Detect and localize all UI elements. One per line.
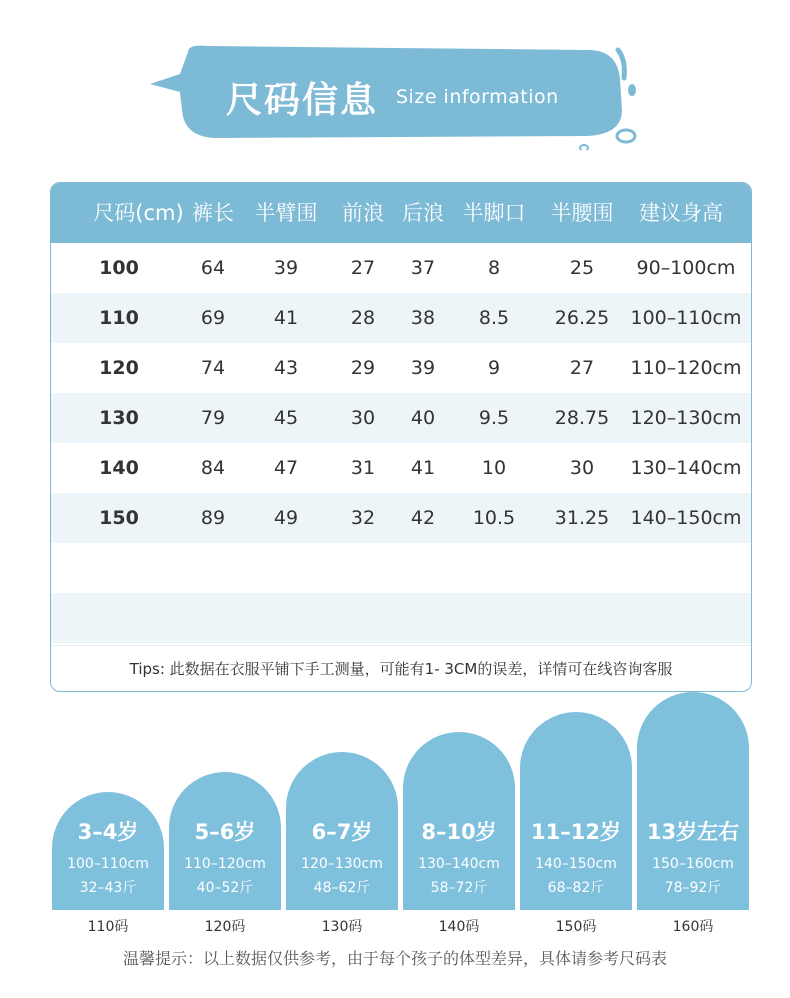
table-cell: 49 [273,507,299,529]
arch-age-label: 8–10岁 [421,820,497,844]
size-code-label: 120码 [204,919,246,935]
table-row [51,243,751,293]
header-cell: 半腰围 [550,201,614,225]
size-code-label: 130码 [321,919,363,935]
table-cell: 26.25 [554,307,610,329]
table-cell: 31 [350,457,376,479]
table-cell: 9 [487,357,501,379]
table-cell: 29 [350,357,376,379]
table-cell: 79 [200,407,226,429]
arch-height-label: 100–110cm [67,856,149,872]
table-cell: 130 [99,407,139,429]
table-cell: 10.5 [472,507,516,529]
table-cell: 150 [99,507,139,529]
arch-height-label: 130–140cm [418,856,500,872]
table-cell: 89 [200,507,226,529]
table-cell: 28 [350,307,376,329]
header-cell: 裤长 [192,201,234,225]
size-code-label: 110码 [87,919,129,935]
age-arch [637,692,749,910]
table-cell: 41 [273,307,299,329]
table-cell: 42 [410,507,436,529]
age-arch [520,712,632,910]
header-cell: 后浪 [402,201,444,225]
table-cell: 27 [350,257,376,279]
table-row [51,493,751,543]
table-cell: 120–130cm [630,407,742,429]
table-cell: 27 [569,357,595,379]
table-cell: 30 [350,407,376,429]
table-cell: 8.5 [478,307,510,329]
arch-age-label: 6–7岁 [311,820,373,844]
arch-age-label: 11–12岁 [531,820,621,844]
size-code-label: 160码 [672,919,714,935]
table-cell: 39 [273,257,299,279]
table-cell: 31.25 [554,507,610,529]
page-title: 尺码信息 [226,80,379,121]
table-cell: 37 [410,257,436,279]
table-cell: 100 [99,257,139,279]
arch-weight-label: 78–92斤 [664,880,722,896]
age-arch [52,792,164,910]
table-cell: 9.5 [478,407,510,429]
header-cell: 半脚口 [462,201,526,225]
table-cell: 41 [410,457,436,479]
arch-height-label: 140–150cm [535,856,617,872]
table-cell: 140–150cm [630,507,742,529]
table-cell: 100–110cm [630,307,742,329]
age-arch [286,752,398,910]
table-cell: 30 [569,457,595,479]
table-cell: 90–100cm [636,257,736,279]
table-cell: 8 [487,257,501,279]
table-row [51,343,751,393]
table-cell: 120 [99,357,139,379]
footer-note: 温馨提示：以上数据仅供参考，由于每个孩子的体型差异，具体请参考尺码表 [122,949,667,968]
table-cell: 28.75 [554,407,610,429]
table-cell: 69 [200,307,226,329]
table-cell: 110 [99,307,139,329]
arch-height-label: 150–160cm [652,856,734,872]
table-cell: 140 [99,457,139,479]
table-cell: 74 [200,357,226,379]
header-cell: 尺码(cm) [93,201,184,225]
table-row [51,393,751,443]
size-code-label: 150码 [555,919,597,935]
header-cell: 半臂围 [254,201,318,225]
size-code-label: 140码 [438,919,480,935]
arch-weight-label: 40–52斤 [196,880,254,896]
arch-height-label: 110–120cm [184,856,266,872]
table-cell: 64 [200,257,226,279]
table-row [51,293,751,343]
table-row [51,443,751,493]
table-cell: 32 [350,507,376,529]
age-arch [403,732,515,910]
tips-note: Tips: 此数据在衣服平铺下手工测量，可能有1- 3CM的误差，详情可在线咨询客服 [51,645,751,692]
table-cell: 110–120cm [630,357,742,379]
arch-height-label: 120–130cm [301,856,383,872]
table-cell: 38 [410,307,436,329]
arch-age-label: 5–6岁 [194,820,256,844]
table-cell: 45 [273,407,299,429]
table-cell: 130–140cm [630,457,742,479]
table-header [51,183,751,243]
arch-weight-label: 32–43斤 [79,880,137,896]
table-cell: 47 [273,457,299,479]
header-cell: 前浪 [342,201,384,225]
table-cell: 25 [569,257,595,279]
page-subtitle: Size information [396,86,559,108]
table-cell: 39 [410,357,436,379]
table-cell: 84 [200,457,226,479]
header-bubble [148,40,648,150]
table-cell: 10 [481,457,507,479]
arch-age-label: 3–4岁 [77,820,139,844]
table-row-empty [51,543,751,593]
age-arch [169,772,281,910]
header-cell: 建议身高 [639,201,723,225]
arch-weight-label: 48–62斤 [313,880,371,896]
table-cell: 40 [410,407,436,429]
arch-weight-label: 58–72斤 [430,880,488,896]
arch-weight-label: 68–82斤 [547,880,605,896]
table-row-empty [51,593,751,643]
size-table [50,182,752,692]
table-cell: 43 [273,357,299,379]
arch-age-label: 13岁左右 [646,820,740,844]
